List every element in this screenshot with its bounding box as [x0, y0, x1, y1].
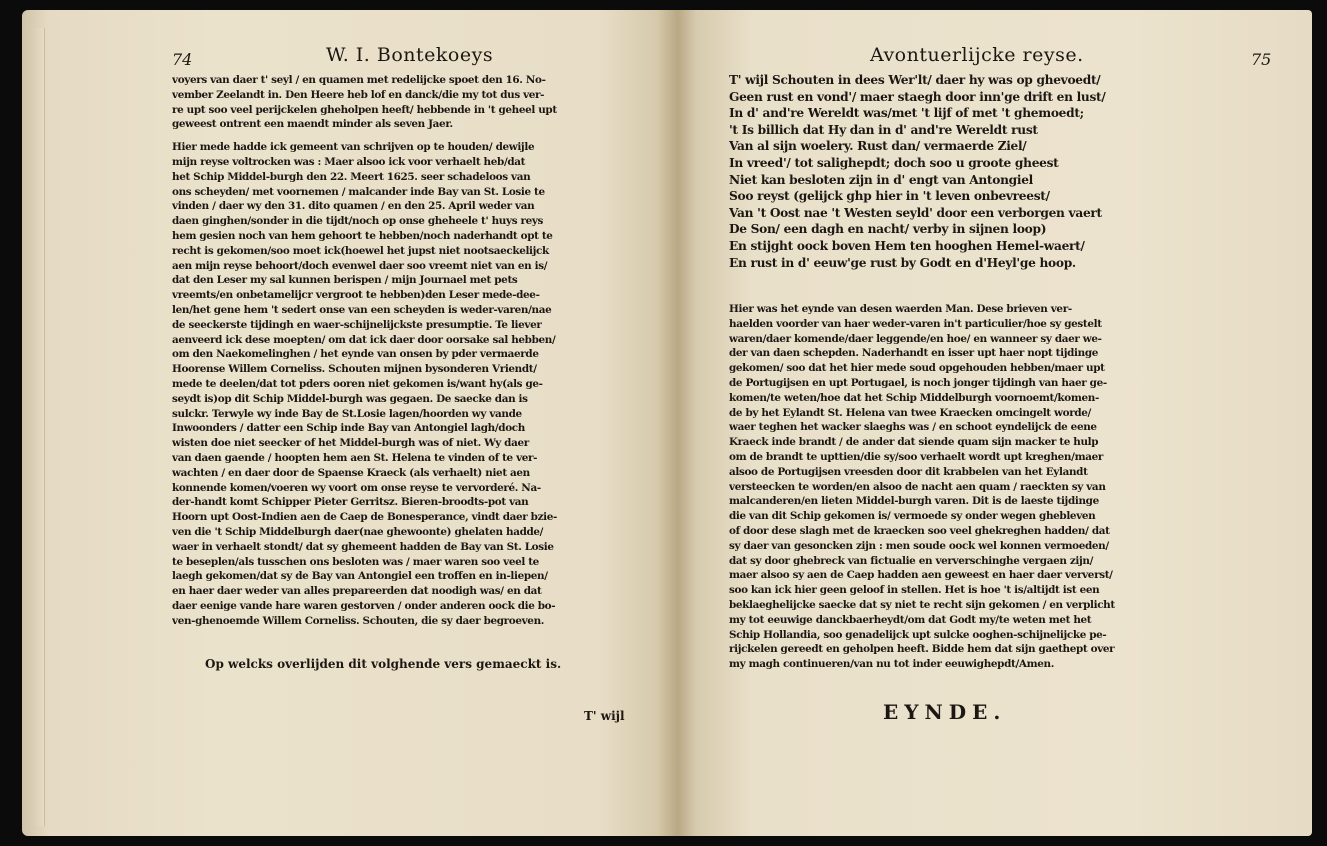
text-line: der-handt komt Schipper Pieter Gerritsz. Bieren-broodts-pot van	[172, 496, 529, 509]
text-line: de Portugijsen en upt Portugael, is noch jonger tijdingh van haer ge-	[729, 376, 1107, 389]
verse-line: Geen rust en vond'/ maer staegh door inn'ge drift en lust/	[729, 89, 1106, 104]
right-body-text	[729, 302, 1115, 672]
text-line: haelden voorder van haer weder-varen in't particulier/hoe sy gestelt	[729, 317, 1102, 330]
text-line: die van dit Schip gekomen is/ vermoede sy onder wegen ghebleven	[729, 510, 1096, 523]
text-line: soo kan ick hier geen geloof in stellen. Het is hoe 't is/altijdt ist een	[729, 584, 1100, 597]
text-line: re upt soo veel perijckelen gheholpen heeft/ hebbende in 't geheel upt	[172, 103, 557, 116]
text-line: maer alsoo sy aen de Caep hadden aen geweest en haer daer ververst/	[729, 569, 1113, 582]
text-line: daer eenige vande hare waren gestorven / onder anderen oock die bo-	[172, 599, 556, 612]
right-page	[677, 10, 1312, 836]
text-line: aen mijn reyse behoort/doch evenwel daer soo vreemt niet van en is/	[172, 259, 548, 272]
text-line: wachten / en daer door de Spaense Kraeck (als verhaelt) niet aen	[172, 466, 530, 479]
right-paragraph	[729, 302, 1115, 672]
text-line: om de brandt te upttien/die sy/soo verhaelt wordt upt kreghen/maer	[729, 450, 1103, 463]
text-line: sulckr. Terwyle wy inde Bay de St.Losie lagen/hoorden wy vande	[172, 407, 522, 420]
verse-line: T' wijl Schouten in dees Wer'lt/ daer hy was op ghevoedt/	[729, 73, 1101, 87]
text-line: Inwoonders / datter een Schip inde Bay van Antongiel lagh/doch	[172, 422, 525, 435]
text-line: de by het Eylandt St. Helena van twee Kraecken omcingelt worde/	[729, 406, 1091, 419]
text-line: Hier mede hadde ick gemeent van schrijven op te houden/ dewijle	[172, 141, 535, 154]
text-line: voyers van daer t' seyl / en quamen met redelijcke spoet den 16. No-	[172, 74, 546, 86]
text-line: hem gesien noch van hem gehoort te hebben/noch naderhandt opt te	[172, 229, 553, 242]
text-line: gekomen/ soo dat het hier mede soud opgehouden hebben/maer upt	[729, 362, 1105, 375]
text-line: aenveerd ick dese moepten/ om dat ick daer door oorsake sal hebben/	[172, 333, 556, 346]
verse-line: In vreed'/ tot salighepdt; doch soo u groote gheest	[729, 155, 1059, 170]
text-line: dat sy door ghebreck van fictualie en ververschinghe vergaen zijn/	[729, 554, 1094, 567]
left-body-text	[172, 73, 557, 628]
right-running-head: Avontuerlijcke reyse.	[870, 44, 1084, 66]
text-line: ven-ghenoemde Willem Corneliss. Schouten, die sy daer begroeven.	[172, 614, 545, 627]
text-line: of door dese slagh met de kraecken soo veel ghekreghen hadden/ dat	[729, 524, 1110, 537]
text-line: de seeckerste tijdingh en waer-schijnelijckste presumptie. Te liever	[172, 318, 542, 331]
text-line: beklaeghelijcke saecke dat sy niet te recht sijn gekomen / en verplicht	[729, 598, 1115, 611]
text-line: Hier was het eynde van desen waerden Man. Dese brieven ver-	[729, 303, 1072, 315]
text-line: laegh gekomen/dat sy de Bay van Antongiel een troffen en in-liepen/	[172, 570, 548, 583]
verse-line: In d' and're Wereldt was/met 't lijf of met 't ghemoedt;	[729, 106, 1084, 121]
text-line: dat den Leser my sal kunnen berispen / mijn Journael met pets	[172, 274, 518, 287]
left-page-number: 74	[172, 50, 193, 69]
text-line: rijckelen gereedt en geholpen heeft. Bidde hem dat sijn gaethept over	[729, 643, 1115, 656]
text-line: te beseplen/als tusschen ons besloten was / maer waren soo veel te	[172, 555, 539, 568]
catchword: T' wijl	[584, 709, 625, 723]
text-line: geweest ontrent een maendt minder als seven Jaer.	[172, 118, 453, 131]
text-line: waer in verhaelt stondt/ dat sy ghemeent hadden de Bay van St. Losie	[172, 540, 554, 553]
text-line: vreemts/en onbetamelijcr vergroot te hebben)den Leser mede-dee-	[172, 289, 540, 302]
text-line: recht is gekomen/soo moet ick(hoewel het jupst niet nootsaeckelijck	[172, 244, 549, 257]
text-line: vember Zeelandt in. Den Heere heb lof en danck/die my tot dus ver-	[172, 88, 545, 101]
text-line: waer teghen het wacker slaeghs was / en schoot eyndelijck de eene	[729, 421, 1097, 434]
verse-line: De Son/ een dagh en nacht/ verby in sijnen loop)	[729, 222, 1047, 237]
text-line: daen ginghen/sonder in die tijdt/noch op onse gheheele t' huys reys	[172, 215, 544, 228]
text-line: en haer daer weder van alles prepareerden dat noodigh was/ en dat	[172, 585, 542, 598]
verse-caption: Op welcks overlijden dit volghende vers gemaeckt is.	[205, 657, 562, 671]
text-line: het Schip Middel-burgh den 22. Meert 1625. seer schadeloos van	[172, 170, 531, 183]
text-line: Hoorn upt Oost-Indien aen de Caep de Bonesperance, vindt daer bzie-	[172, 511, 557, 524]
text-line: my tot eeuwige danckbaerheydt/om dat Godt my/te weten met het	[729, 613, 1092, 626]
verse-line: Niet kan besloten zijn in d' engt van Antongiel	[729, 172, 1033, 187]
finis-heading: EYNDE.	[883, 700, 1007, 724]
right-page-number: 75	[1251, 50, 1272, 69]
text-line: ons scheyden/ met voornemen / malcander inde Bay van St. Losie te	[172, 185, 545, 198]
text-line: versteecken te worden/en alsoo de nacht aen quam / raeckten sy van	[729, 480, 1106, 493]
text-line: my magh continueren/van nu tot inder eeuwighepdt/Amen.	[729, 658, 1054, 671]
book-spread	[22, 10, 1312, 836]
text-line: komen/te weten/hoe dat het Schip Middelburgh voornoemt/komen-	[729, 391, 1099, 404]
left-paragraph-1	[172, 73, 557, 132]
left-paragraph-2	[172, 140, 557, 628]
text-line: malcanderen/en lieten Middel-burgh varen. Dit is de laeste tijdinge	[729, 495, 1099, 508]
left-page	[22, 10, 677, 836]
text-line: alsoo de Portugijsen vreesden door dit krabbelen van het Eylandt	[729, 465, 1088, 478]
text-line: ven die 't Schip Middelburgh daer(nae ghewoonte) ghelaten hadde/	[172, 525, 544, 538]
text-line: vinden / daer wy den 31. dito quamen / en den 25. April weder van	[172, 200, 535, 213]
text-line: waren/daer komende/daer leggende/en hoe/ en wanneer sy daer we-	[729, 332, 1102, 345]
verse-line: 't Is billich dat Hy dan in d' and're Wereldt rust	[729, 122, 1038, 137]
verse-line: En stijght oock boven Hem ten hooghen Hemel-waert/	[729, 238, 1085, 253]
verse-line: Van al sijn woelery. Rust dan/ vermaerde Ziel/	[729, 139, 1027, 154]
text-line: mede te deelen/dat tot pders ooren niet gekomen is/want hy(als ge-	[172, 377, 543, 390]
text-line: wisten doe niet seecker of het Middel-burgh was of niet. Wy daer	[172, 437, 529, 450]
memorial-verse	[729, 72, 1106, 271]
text-line: om den Naekomelinghen / het eynde van onsen by pder vermaerde	[172, 348, 539, 361]
text-line: Schip Hollandia, soo genadelijck upt sulcke ooghen-schijnelijcke pe-	[729, 628, 1107, 641]
text-line: mijn reyse voltrocken was : Maer alsoo ick voor verhaelt heb/dat	[172, 155, 526, 168]
text-line: Kraeck inde brandt / de ander dat siende quam sijn macker te hulp	[729, 436, 1099, 449]
text-line: van daen gaende / hoopten hem aen St. Helena te vinden of te ver-	[172, 451, 538, 464]
text-line: seydt is)op dit Schip Middel-burgh was gegaen. De saecke dan is	[172, 392, 528, 405]
verse-line: En rust in d' eeuw'ge rust by Godt en d'Heyl'ge hoop.	[729, 255, 1076, 270]
verse-line: Van 't Oost nae 't Westen seyld' door een verborgen vaert	[729, 205, 1102, 220]
text-line: konnende komen/voeren wy voort om onse reyse te vervorderé. Na-	[172, 481, 541, 494]
verse-line: Soo reyst (gelijck ghp hier in 't leven onbevreest/	[729, 189, 1050, 204]
text-line: len/het gene hem 't sedert onse van een scheyden is weder-varen/nae	[172, 303, 552, 316]
text-line: der van daen schepden. Naderhandt en isser upt haer nopt tijdinge	[729, 347, 1098, 360]
text-line: Hoorense Willem Corneliss. Schouten mijnen bysonderen Vriendt/	[172, 363, 537, 376]
left-running-head: W. I. Bontekoeys	[326, 44, 494, 66]
text-line: sy daer van gesoncken zijn : men soude oock wel konnen vermoeden/	[729, 539, 1109, 552]
